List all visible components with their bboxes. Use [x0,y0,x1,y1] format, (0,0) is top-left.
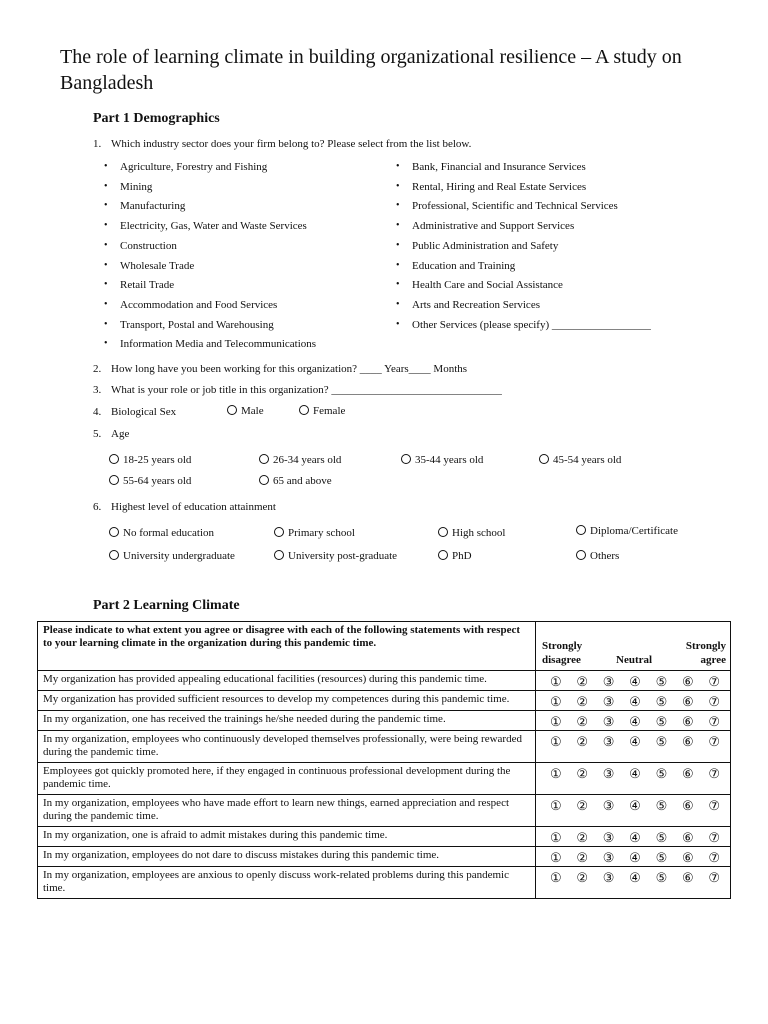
rating-option-4[interactable]: ④ [629,714,641,729]
statement-cell: My organization has provided appealing educational facilities (resources) during this pandemic time. [38,671,536,691]
part2-heading: Part 2 Learning Climate [93,598,240,613]
bullet-icon: • [396,220,400,232]
rating-option-5[interactable]: ⑤ [655,674,668,689]
bullet-icon: • [396,161,400,172]
rating-option-7[interactable]: ⑦ [708,850,720,865]
rating-option-6[interactable]: ⑥ [681,850,694,865]
age-option-label: 35-44 years old [415,454,484,466]
education-option-label: Diploma/Certificate [590,525,678,537]
bullet-icon: • [104,298,108,310]
rating-option-7[interactable]: ⑦ [708,766,720,781]
radio-circle-icon[interactable] [227,405,237,415]
question-4-number: 4. [93,406,102,418]
sector-option[interactable] [104,239,177,252]
rating-option-2[interactable]: ② [576,734,589,749]
rating-option-1[interactable]: ① [550,850,562,865]
rating-option-1[interactable]: ① [550,734,562,749]
rating-cell [536,711,731,731]
question-1-text: Which industry sector does your firm belong to? Please select from the list below. [111,138,472,150]
age-option-label: 18-25 years old [123,454,192,466]
scale-mid-label: Neutral [616,654,653,666]
rating-option-7[interactable]: ⑦ [708,870,720,885]
rating-option-5[interactable]: ⑤ [655,714,668,729]
sector-label: Wholesale Trade [120,259,195,272]
sector-label: Mining [120,180,153,193]
sector-label: Arts and Recreation Services [412,298,540,311]
rating-option-5[interactable]: ⑤ [655,766,668,781]
instruction-cell: Please indicate to what extent you agree or disagree with each of the following statements with respect to your learning climate in the organization during this pandemic time. [38,622,536,671]
sector-option[interactable] [396,200,618,213]
rating-option-1[interactable]: ① [550,694,562,709]
rating-option-2[interactable]: ② [576,766,589,781]
rating-option-2[interactable]: ② [576,870,589,885]
radio-circle-icon[interactable] [539,454,549,464]
part1-heading: Part 1 Demographics [93,111,220,126]
rating-cell [536,763,731,795]
table-row [38,795,731,827]
rating-option-4[interactable]: ④ [629,798,641,813]
radio-circle-icon[interactable] [576,550,586,560]
radio-circle-icon[interactable] [109,454,119,464]
statement-cell: In my organization, one has received the trainings he/she needed during the pandemic time. [38,711,536,731]
rating-cell [536,827,731,847]
education-option[interactable] [438,550,472,562]
bullet-icon: • [104,200,108,212]
rating-option-4[interactable]: ④ [629,674,641,689]
question-1-number: 1. [93,138,102,150]
sector-option[interactable] [104,220,307,233]
question-5 [93,427,129,441]
age-option-label: 26-34 years old [273,454,342,466]
rating-option-6[interactable]: ⑥ [681,870,694,885]
rating-option-3[interactable]: ③ [602,674,615,689]
rating-option-7[interactable]: ⑦ [708,714,720,729]
radio-circle-icon[interactable] [259,454,269,464]
education-option[interactable] [576,550,619,562]
bullet-icon: • [104,180,108,192]
sector-label: Bank, Financial and Insurance Services [412,161,586,173]
rating-option-1[interactable]: ① [550,674,562,689]
bullet-icon: • [104,338,108,350]
radio-circle-icon[interactable] [259,475,269,485]
sector-label: Professional, Scientific and Technical Services [412,200,618,213]
sector-label: Public Administration and Safety [412,239,559,252]
rating-option-6[interactable]: ⑥ [681,766,694,781]
sector-label: Retail Trade [120,279,175,292]
question-1 [93,137,471,151]
table-row [38,867,731,899]
rating-option-7[interactable]: ⑦ [708,694,720,709]
bullet-icon: • [396,259,400,271]
sector-option[interactable] [396,161,586,173]
radio-circle-icon[interactable] [299,405,309,415]
sector-label: Rental, Hiring and Real Estate Services [412,180,587,193]
radio-circle-icon[interactable] [274,527,284,537]
sector-label: Agriculture, Forestry and Fishing [120,161,268,173]
rating-option-2[interactable]: ② [576,694,589,709]
age-option[interactable] [109,475,191,487]
rating-cell [536,847,731,867]
sex-option-male[interactable] [227,405,264,417]
sector-label: Administrative and Support Services [412,220,575,233]
table-row [38,731,731,763]
sector-option[interactable] [396,220,575,233]
rating-option-4[interactable]: ④ [629,850,641,865]
sector-option[interactable] [104,298,278,311]
bullet-icon: • [104,220,108,232]
rating-option-4[interactable]: ④ [629,766,641,781]
rating-option-5[interactable]: ⑤ [655,798,668,813]
rating-cell [536,795,731,827]
question-4 [93,405,176,419]
statement-cell: In my organization, employees who have made effort to learn new things, earned appreciation and respect during the pandemic time. [38,795,536,827]
rating-option-7[interactable]: ⑦ [708,734,720,749]
education-option[interactable] [576,525,678,537]
scale-right-label-1: Strongly [685,640,726,652]
rating-option-7[interactable]: ⑦ [708,798,720,813]
question-5-text: Age [111,428,130,440]
rating-option-6[interactable]: ⑥ [681,694,694,709]
scale-left-label-1: Strongly [542,640,583,652]
rating-option-2[interactable]: ② [576,850,589,865]
radio-circle-icon[interactable] [438,550,448,560]
sector-label: Information Media and Telecommunications [120,338,317,351]
table-header-row [38,622,731,671]
sector-option[interactable] [104,200,186,213]
radio-circle-icon[interactable] [109,550,119,560]
sector-label: Accommodation and Food Services [120,298,278,311]
scale-left-label-2: disagree [542,654,581,666]
rating-option-4[interactable]: ④ [629,694,641,709]
sector-label: Electricity, Gas, Water and Waste Services [120,220,307,233]
rating-option-3[interactable]: ③ [602,870,615,885]
question-5-number: 5. [93,428,102,440]
sector-option[interactable] [104,318,274,331]
rating-option-5[interactable]: ⑤ [655,850,668,865]
bullet-icon: • [396,298,400,310]
sector-option[interactable] [104,161,268,173]
statement-cell: In my organization, employees are anxious to openly discuss work-related problems during this pandemic time. [38,867,536,899]
radio-circle-icon[interactable] [401,454,411,464]
sector-label: Other Services (please specify) __________________ [412,318,651,331]
sector-option[interactable] [396,180,587,193]
sector-option[interactable] [104,279,175,292]
education-option[interactable] [109,550,235,562]
rating-option-7[interactable]: ⑦ [708,674,720,689]
sector-option[interactable] [396,318,651,331]
page-title: The role of learning climate in building organizational resilience – A study on Bangladesh [60,46,682,94]
bullet-icon: • [396,239,400,251]
rating-option-2[interactable]: ② [576,714,589,729]
age-option[interactable] [259,475,332,487]
rating-option-3[interactable]: ③ [602,798,615,813]
scale-right-label-2: agree [700,654,726,666]
rating-option-3[interactable]: ③ [602,830,615,845]
rating-option-2[interactable]: ② [576,798,589,813]
table-row [38,847,731,867]
education-option[interactable] [109,527,214,539]
table-row [38,671,731,691]
question-2-number: 2. [93,363,102,375]
statement-cell: In my organization, one is afraid to admit mistakes during this pandemic time. [38,827,536,847]
age-option[interactable] [539,454,621,466]
question-6 [93,500,276,514]
age-option-label: 55-64 years old [123,475,192,487]
bullet-icon: • [104,259,108,271]
bullet-icon: • [104,279,108,291]
rating-option-4[interactable]: ④ [629,830,641,845]
age-option[interactable] [401,454,483,466]
education-option-label: University post-graduate [288,550,398,562]
radio-circle-icon[interactable] [109,475,119,485]
sector-option[interactable] [396,239,559,252]
education-option[interactable] [274,550,397,562]
table-row [38,763,731,795]
rating-option-1[interactable]: ① [550,830,562,845]
statement-cell: Employees got quickly promoted here, if they engaged in continuous professional development during the pandemic time. [38,763,536,795]
sector-option[interactable] [104,259,195,272]
rating-cell [536,691,731,711]
rating-option-1[interactable]: ① [550,798,562,813]
sector-option[interactable] [396,279,563,292]
radio-circle-icon[interactable] [438,527,448,537]
age-option[interactable] [109,454,191,466]
rating-option-7[interactable]: ⑦ [708,830,720,845]
bullet-icon: • [104,318,108,330]
rating-option-3[interactable]: ③ [602,766,615,781]
rating-option-6[interactable]: ⑥ [681,798,694,813]
education-option[interactable] [438,527,505,539]
rating-option-5[interactable]: ⑤ [655,694,668,709]
sector-label: Education and Training [412,259,516,272]
radio-circle-icon[interactable] [109,527,119,537]
sex-option-female[interactable] [299,405,345,417]
sex-option-label: Female [313,405,346,417]
rating-cell [536,731,731,763]
statement-cell: In my organization, employees who continuously developed themselves professionally, were being rewarded during the pandemic time. [38,731,536,763]
education-option-label: PhD [452,550,472,562]
sector-option[interactable] [396,298,540,311]
bullet-icon: • [396,318,400,330]
bullet-icon: • [396,200,400,212]
question-4-text: Biological Sex [111,406,177,418]
sector-label: Health Care and Social Assistance [412,279,563,292]
education-option-label: Others [590,550,620,562]
table-row [38,691,731,711]
sector-option[interactable] [104,338,317,351]
question-6-text: Highest level of education attainment [111,501,276,513]
statement-cell: In my organization, employees do not dare to discuss mistakes during this pandemic time. [38,847,536,867]
sex-option-label: Male [241,405,264,417]
education-option-label: No formal education [123,527,215,539]
rating-option-5[interactable]: ⑤ [655,870,668,885]
scale-header-cell [536,622,731,671]
radio-circle-icon[interactable] [576,525,586,535]
table-row [38,827,731,847]
sector-label: Transport, Postal and Warehousing [120,318,274,331]
education-option-label: Primary school [288,527,355,539]
rating-option-2[interactable]: ② [576,830,589,845]
question-3-number: 3. [93,384,102,396]
question-3-text[interactable]: What is your role or job title in this organization? _______________________________ [111,384,502,396]
age-option-label: 65 and above [273,475,332,487]
bullet-icon: • [104,239,108,251]
rating-option-3[interactable]: ③ [602,714,615,729]
radio-circle-icon[interactable] [274,550,284,560]
bullet-icon: • [396,279,400,291]
education-option[interactable] [274,527,355,539]
bullet-icon: • [104,161,108,172]
sector-label: Construction [120,239,177,252]
table-row [38,711,731,731]
rating-option-4[interactable]: ④ [629,734,641,749]
rating-option-2[interactable]: ② [576,674,589,689]
education-option-label: High school [452,527,506,539]
statement-cell: My organization has provided sufficient resources to develop my competences during this pandemic time. [38,691,536,711]
rating-option-5[interactable]: ⑤ [655,734,668,749]
learning-climate-table [37,621,731,899]
rating-option-1[interactable]: ① [550,714,562,729]
rating-option-5[interactable]: ⑤ [655,830,668,845]
rating-option-1[interactable]: ① [550,766,562,781]
question-6-number: 6. [93,501,102,513]
rating-option-6[interactable]: ⑥ [681,830,694,845]
rating-option-6[interactable]: ⑥ [681,714,694,729]
question-2-text[interactable]: How long have you been working for this organization? ____ Years____ Months [111,363,468,375]
education-option-label: University undergraduate [123,550,235,562]
rating-cell [536,867,731,899]
sector-option[interactable] [104,180,153,193]
rating-option-3[interactable]: ③ [602,850,615,865]
rating-option-3[interactable]: ③ [602,694,615,709]
sector-label: Manufacturing [120,200,186,213]
rating-option-4[interactable]: ④ [629,870,641,885]
rating-option-6[interactable]: ⑥ [681,734,694,749]
age-option[interactable] [259,454,341,466]
rating-cell [536,671,731,691]
rating-option-3[interactable]: ③ [602,734,615,749]
question-3 [93,383,502,397]
bullet-icon: • [396,180,400,192]
age-option-label: 45-54 years old [553,454,622,466]
rating-option-1[interactable]: ① [550,870,562,885]
sector-option[interactable] [396,259,516,272]
rating-option-6[interactable]: ⑥ [681,674,694,689]
question-2 [93,362,467,376]
